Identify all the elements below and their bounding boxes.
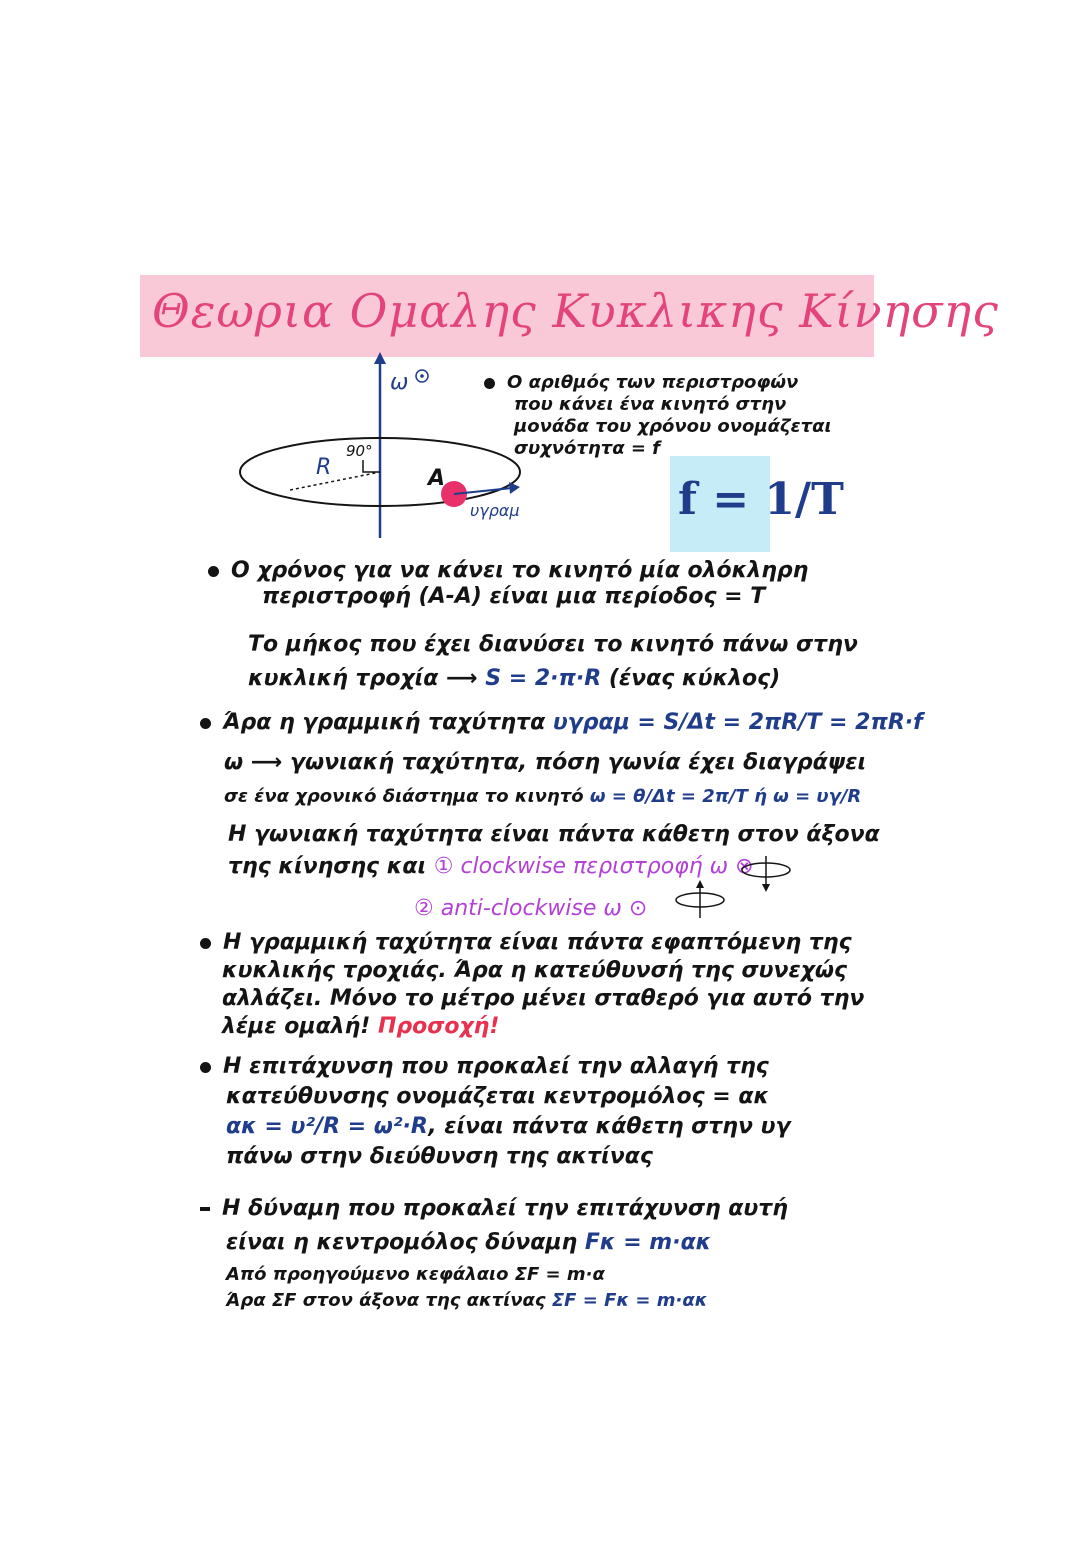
- bullet-icon: [208, 566, 219, 577]
- bullet-icon: [200, 938, 211, 949]
- point-label: A: [428, 466, 446, 491]
- tangent-section: Η γραμμική ταχύτητα είναι πάντα εφαπτόμενη της κυκλικής τροχιάς. Άρα η κατεύθυνσή της συνεχώς αλλάζει. Μόνο το μέτρο μένει σταθερό για αυτό την λέμε ομαλή! Προσοχή!: [200, 930, 864, 1040]
- centripetal-formula: ακ = υ²/R = ω²·R: [226, 1114, 429, 1139]
- net-force-formula: ΣF = Fκ = m·ακ: [551, 1290, 708, 1311]
- anticlockwise-note: ② anti-clockwise ω ⊙: [414, 896, 648, 921]
- force-formula: Fκ = m·ακ: [584, 1230, 712, 1255]
- clockwise-note: ① clockwise περιστροφή ω ⊗: [433, 854, 754, 879]
- linear-speed-line: Άρα η γραμμική ταχύτητα υγραμ = S/Δt = 2πR/T = 2πR·f: [200, 710, 923, 736]
- bullet-icon: [200, 1062, 211, 1073]
- clockwise-rotation-icon: [740, 852, 796, 894]
- frequency-definition: Ο αριθμός των περιστροφών που κάνει ένα κινητό στην μονάδα του χρόνου ονομάζεται συχνότητα = f: [484, 372, 832, 460]
- axis-arrowhead: [374, 352, 386, 364]
- force-section: Η δύναμη που προκαλεί την επιτάχυνση αυτή είναι η κεντρομόλος δύναμη Fκ = m·ακ Από προηγούμενο κεφάλαιο ΣF = m·α Άρα ΣF στον άξονα της ακτίνας ΣF = Fκ = m·ακ: [200, 1196, 788, 1312]
- page-title: Θεωρια Ομαλης Κυκλικης Κίνησης: [152, 284, 999, 338]
- radius-label: R: [316, 455, 332, 480]
- length-section: Το μήκος που έχει διανύσει το κινητό πάνω στην κυκλική τροχία ⟶ S = 2·π·R (ένας κύκλος): [248, 632, 858, 691]
- velocity-label: υγραμ: [470, 501, 520, 520]
- bullet-icon: [200, 718, 211, 729]
- velocity-arrowhead: [509, 482, 520, 494]
- frequency-formula: f = 1/T: [678, 474, 844, 525]
- attention-note: Προσοχή!: [377, 1014, 500, 1039]
- dash-icon: [200, 1207, 210, 1211]
- length-formula: S = 2·π·R: [485, 666, 602, 691]
- period-definition: Ο χρόνος για να κάνει το κινητό μία ολόκληρη περιστροφή (Α-Α) είναι μια περίοδος = T: [208, 558, 808, 610]
- angular-speed-section: ω ⟶ γωνιακή ταχύτητα, πόση γωνία έχει διαγράψει σε ένα χρονικό διάστημα το κινητό ω = θ/Δt = 2π/T ή ω = υγ/R: [224, 750, 867, 807]
- omega-label: ω: [390, 370, 409, 395]
- centripetal-section: Η επιτάχυνση που προκαλεί την αλλαγή της κατεύθυνσης ονομάζεται κεντρομόλος = ακ ακ = υ²/R = ω²·R, είναι πάντα κάθετη στην υγ πάνω στην διεύθυνση της ακτίνας: [200, 1054, 790, 1170]
- angular-speed-formula: ω = θ/Δt = 2π/T ή ω = υγ/R: [589, 786, 862, 807]
- anticlockwise-rotation-icon: [672, 880, 728, 922]
- radius-line: [290, 472, 380, 490]
- angle-label: 90°: [346, 442, 373, 460]
- omega-dot: [420, 374, 424, 378]
- bullet-icon: [484, 378, 495, 389]
- angular-direction-section: Η γωνιακή ταχύτητα είναι πάντα κάθετη στον άξονα της κίνησης και ① clockwise περιστροφή ω ⊗: [228, 822, 880, 879]
- linear-speed-formula: υγραμ = S/Δt = 2πR/T = 2πR·f: [552, 710, 923, 735]
- frequency-formula-box: [670, 456, 844, 552]
